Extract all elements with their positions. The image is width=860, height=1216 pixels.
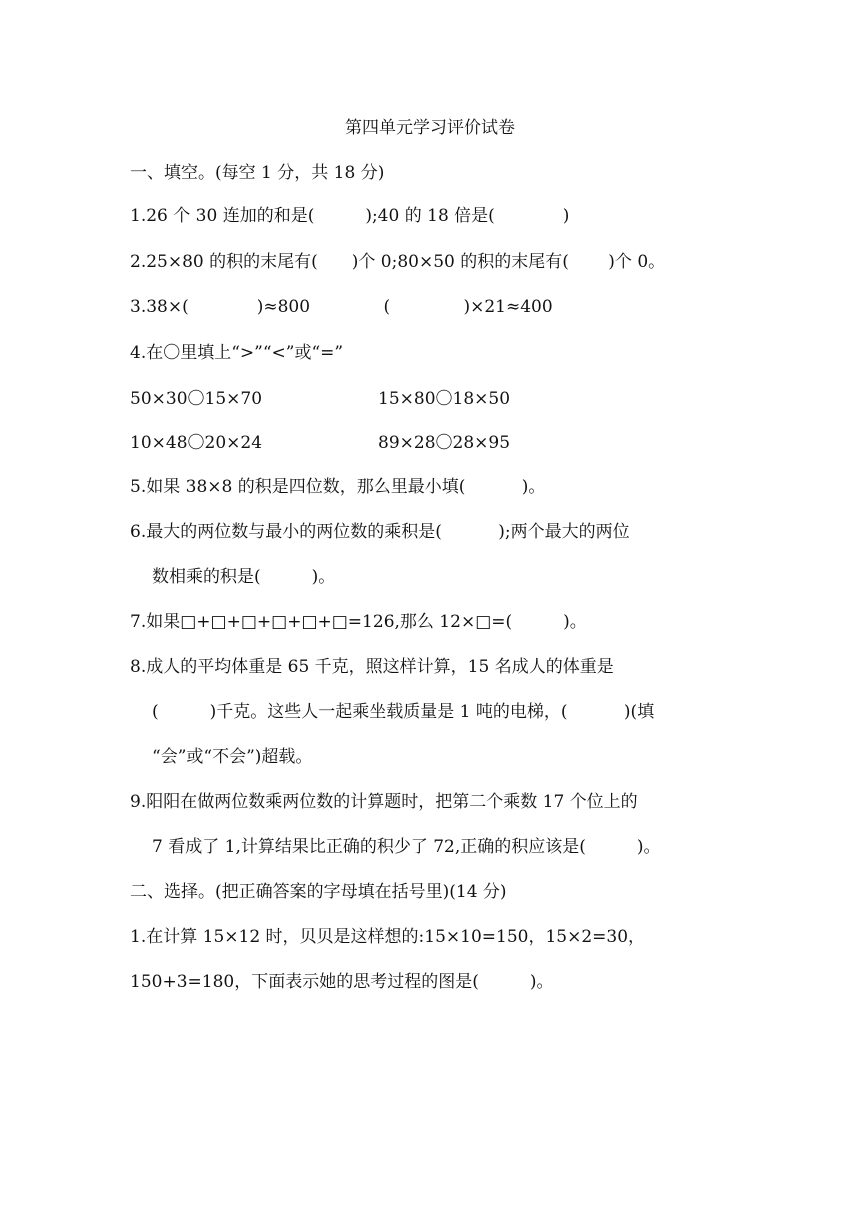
question-4-row2-right: 89×28〇28×95 xyxy=(378,433,511,453)
question-9-line1: 9.阳阳在做两位数乘两位数的计算题时，把第二个乘数 17 个位上的 xyxy=(130,792,638,812)
question-5: 5.如果 38×8 的积是四位数，那么里最小填( )。 xyxy=(130,477,546,497)
question-4-row2-left: 10×48〇20×24 xyxy=(130,433,263,453)
question-8-line1: 8.成人的平均体重是 65 千克，照这样计算，15 名成人的体重是 xyxy=(130,657,614,677)
page-title: 第四单元学习评价试卷 xyxy=(345,118,515,138)
question-2: 2.25×80 的积的末尾有( )个 0;80×50 的积的末尾有( )个 0。 xyxy=(130,252,666,272)
question-9-line2: 7 看成了 1,计算结果比正确的积少了 72,正确的积应该是( )。 xyxy=(152,837,661,857)
question-4-row1-left: 50×30〇15×70 xyxy=(130,389,263,409)
question-8-line3: “会”或“不会”)超载。 xyxy=(152,747,313,767)
question-4-row1-right: 15×80〇18×50 xyxy=(378,389,511,409)
question-4-prompt: 4.在〇里填上“>”“<”或“=” xyxy=(130,343,344,363)
question-6-line2: 数相乘的积是( )。 xyxy=(152,567,336,587)
question-1: 1.26 个 30 连加的和是( );40 的 18 倍是( ) xyxy=(130,206,570,226)
choice-question-1-line2: 150+3=180，下面表示她的思考过程的图是( )。 xyxy=(130,972,554,992)
question-7: 7.如果□+□+□+□+□+□=126,那么 12×□=( )。 xyxy=(130,612,587,632)
question-8-line2: ( )千克。这些人一起乘坐载质量是 1 吨的电梯，( )(填 xyxy=(152,702,655,722)
question-6-line1: 6.最大的两位数与最小的两位数的乘积是( );两个最大的两位 xyxy=(130,522,630,542)
question-3: 3.38×( )≈800 ( )×21≈400 xyxy=(130,297,553,317)
section2-heading: 二、选择。(把正确答案的字母填在括号里)(14 分) xyxy=(130,882,507,902)
section1-heading: 一、填空。(每空 1 分，共 18 分) xyxy=(130,163,385,183)
choice-question-1-line1: 1.在计算 15×12 时，贝贝是这样想的:15×10=150，15×2=30， xyxy=(130,927,646,947)
